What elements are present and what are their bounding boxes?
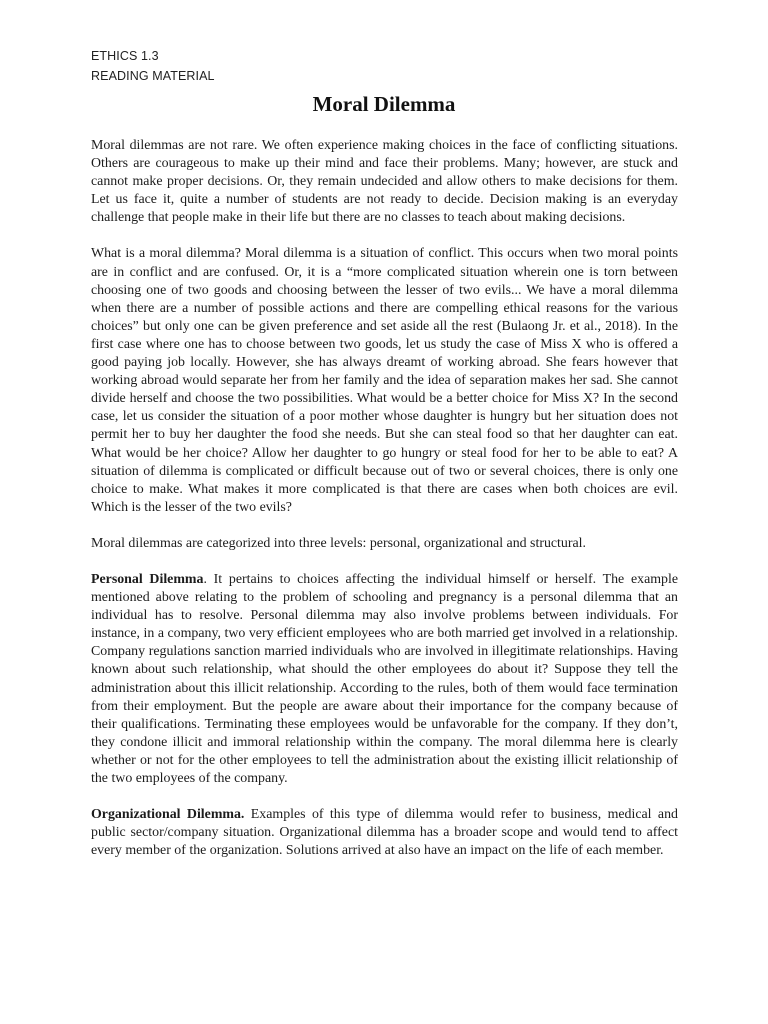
paragraph-organizational-dilemma — [91, 806, 678, 860]
paragraph-categories: Moral dilemmas are categorized into three levels: personal, organizational and structural. — [91, 535, 586, 551]
personal-dilemma-heading: Personal Dilemma — [91, 571, 204, 587]
personal-dilemma-text: . It pertains to choices affecting the individual himself or herself. The example mentioned above relating to the problem of schooling and pregnancy is a personal dilemma that an individual has to resolve. Personal dilemma may also involve problems between individuals. For instance, in a company, two very efficient employees who are both married get involved in a relationship. Company regulations sanction married individuals who are involved in illegitimate relationships. Having known about such relationship, what should the other employees do about it? Suppose they tell the administration about this illicit relationship. According to the rules, both of them would face termination from their employment. But the people are aware about their importance for the company because of their qualifications. Terminating these employees would be unfavorable for the company. If they don’t, they condone illicit and immoral relationship within the company. The moral dilemma here is clearly whether or not for the other employees to tell the administration about the existing illicit relationship of the two employees of the company. — [91, 571, 679, 786]
organizational-dilemma-text: Examples of this type of dilemma would refer to business, medical and public sector/company situation. Organizational dilemma has a broader scope and would tend to affect every member of the organization. Solutions arrived at also have an impact on the life of each member. — [91, 807, 678, 859]
document-body — [91, 137, 678, 878]
document-header — [91, 46, 215, 86]
paragraph-definition: What is a moral dilemma? Moral dilemma is a situation of conflict. This occurs when two moral points are in conflict and are confused. Or, it is a “more complicated situation wherein one is torn between choosing one of two goods and choosing between the lesser of two evils... We have a moral dilemma when there are a number of possible actions and there are compelling ethical reasons for the various choices” but only one can be given preference and set aside all the rest (Bulaong Jr. et al., 2018). In the first case where one has to choose between two goods, let us study the case of Miss X who is offered a good paying job locally. However, she has always dreamt of working abroad. She fears however that working abroad would separate her from her family and the idea of separation makes her sad. She cannot divide herself and choose the two possibilities. What would be a better choice for Miss X? In the second case, let us consider the situation of a poor mother whose daughter is hungry but her situation does not permit her to buy her daughter the food she needs. But she can steal food so that her daughter can eat. What would be her choice? Allow her daughter to go hungry or steal food for her to be able to eat? A situation of dilemma is complicated or difficult because out of two or several choices, there is only one choice to make. What makes it more complicated is that there are cases when both choices are evil. Which is the lesser of the two evils? — [91, 246, 678, 515]
organizational-dilemma-heading: Organizational Dilemma. — [91, 807, 245, 823]
course-code: ETHICS 1.3 — [91, 49, 159, 63]
material-label: READING MATERIAL — [91, 69, 215, 83]
paragraph-intro: Moral dilemmas are not rare. We often experience making choices in the face of conflicting situations. Others are courageous to make up their mind and face their problems. Many; however, are stuck and cannot make proper decisions. Or, they remain undecided and allow others to make decisions for them. Let us face it, quite a number of students are not ready to decide. Decision making is an everyday challenge that people make in their life but there are no classes to teach about making decisions. — [91, 138, 678, 226]
page-title: Moral Dilemma — [312, 92, 456, 116]
paragraph-personal-dilemma — [91, 571, 678, 788]
